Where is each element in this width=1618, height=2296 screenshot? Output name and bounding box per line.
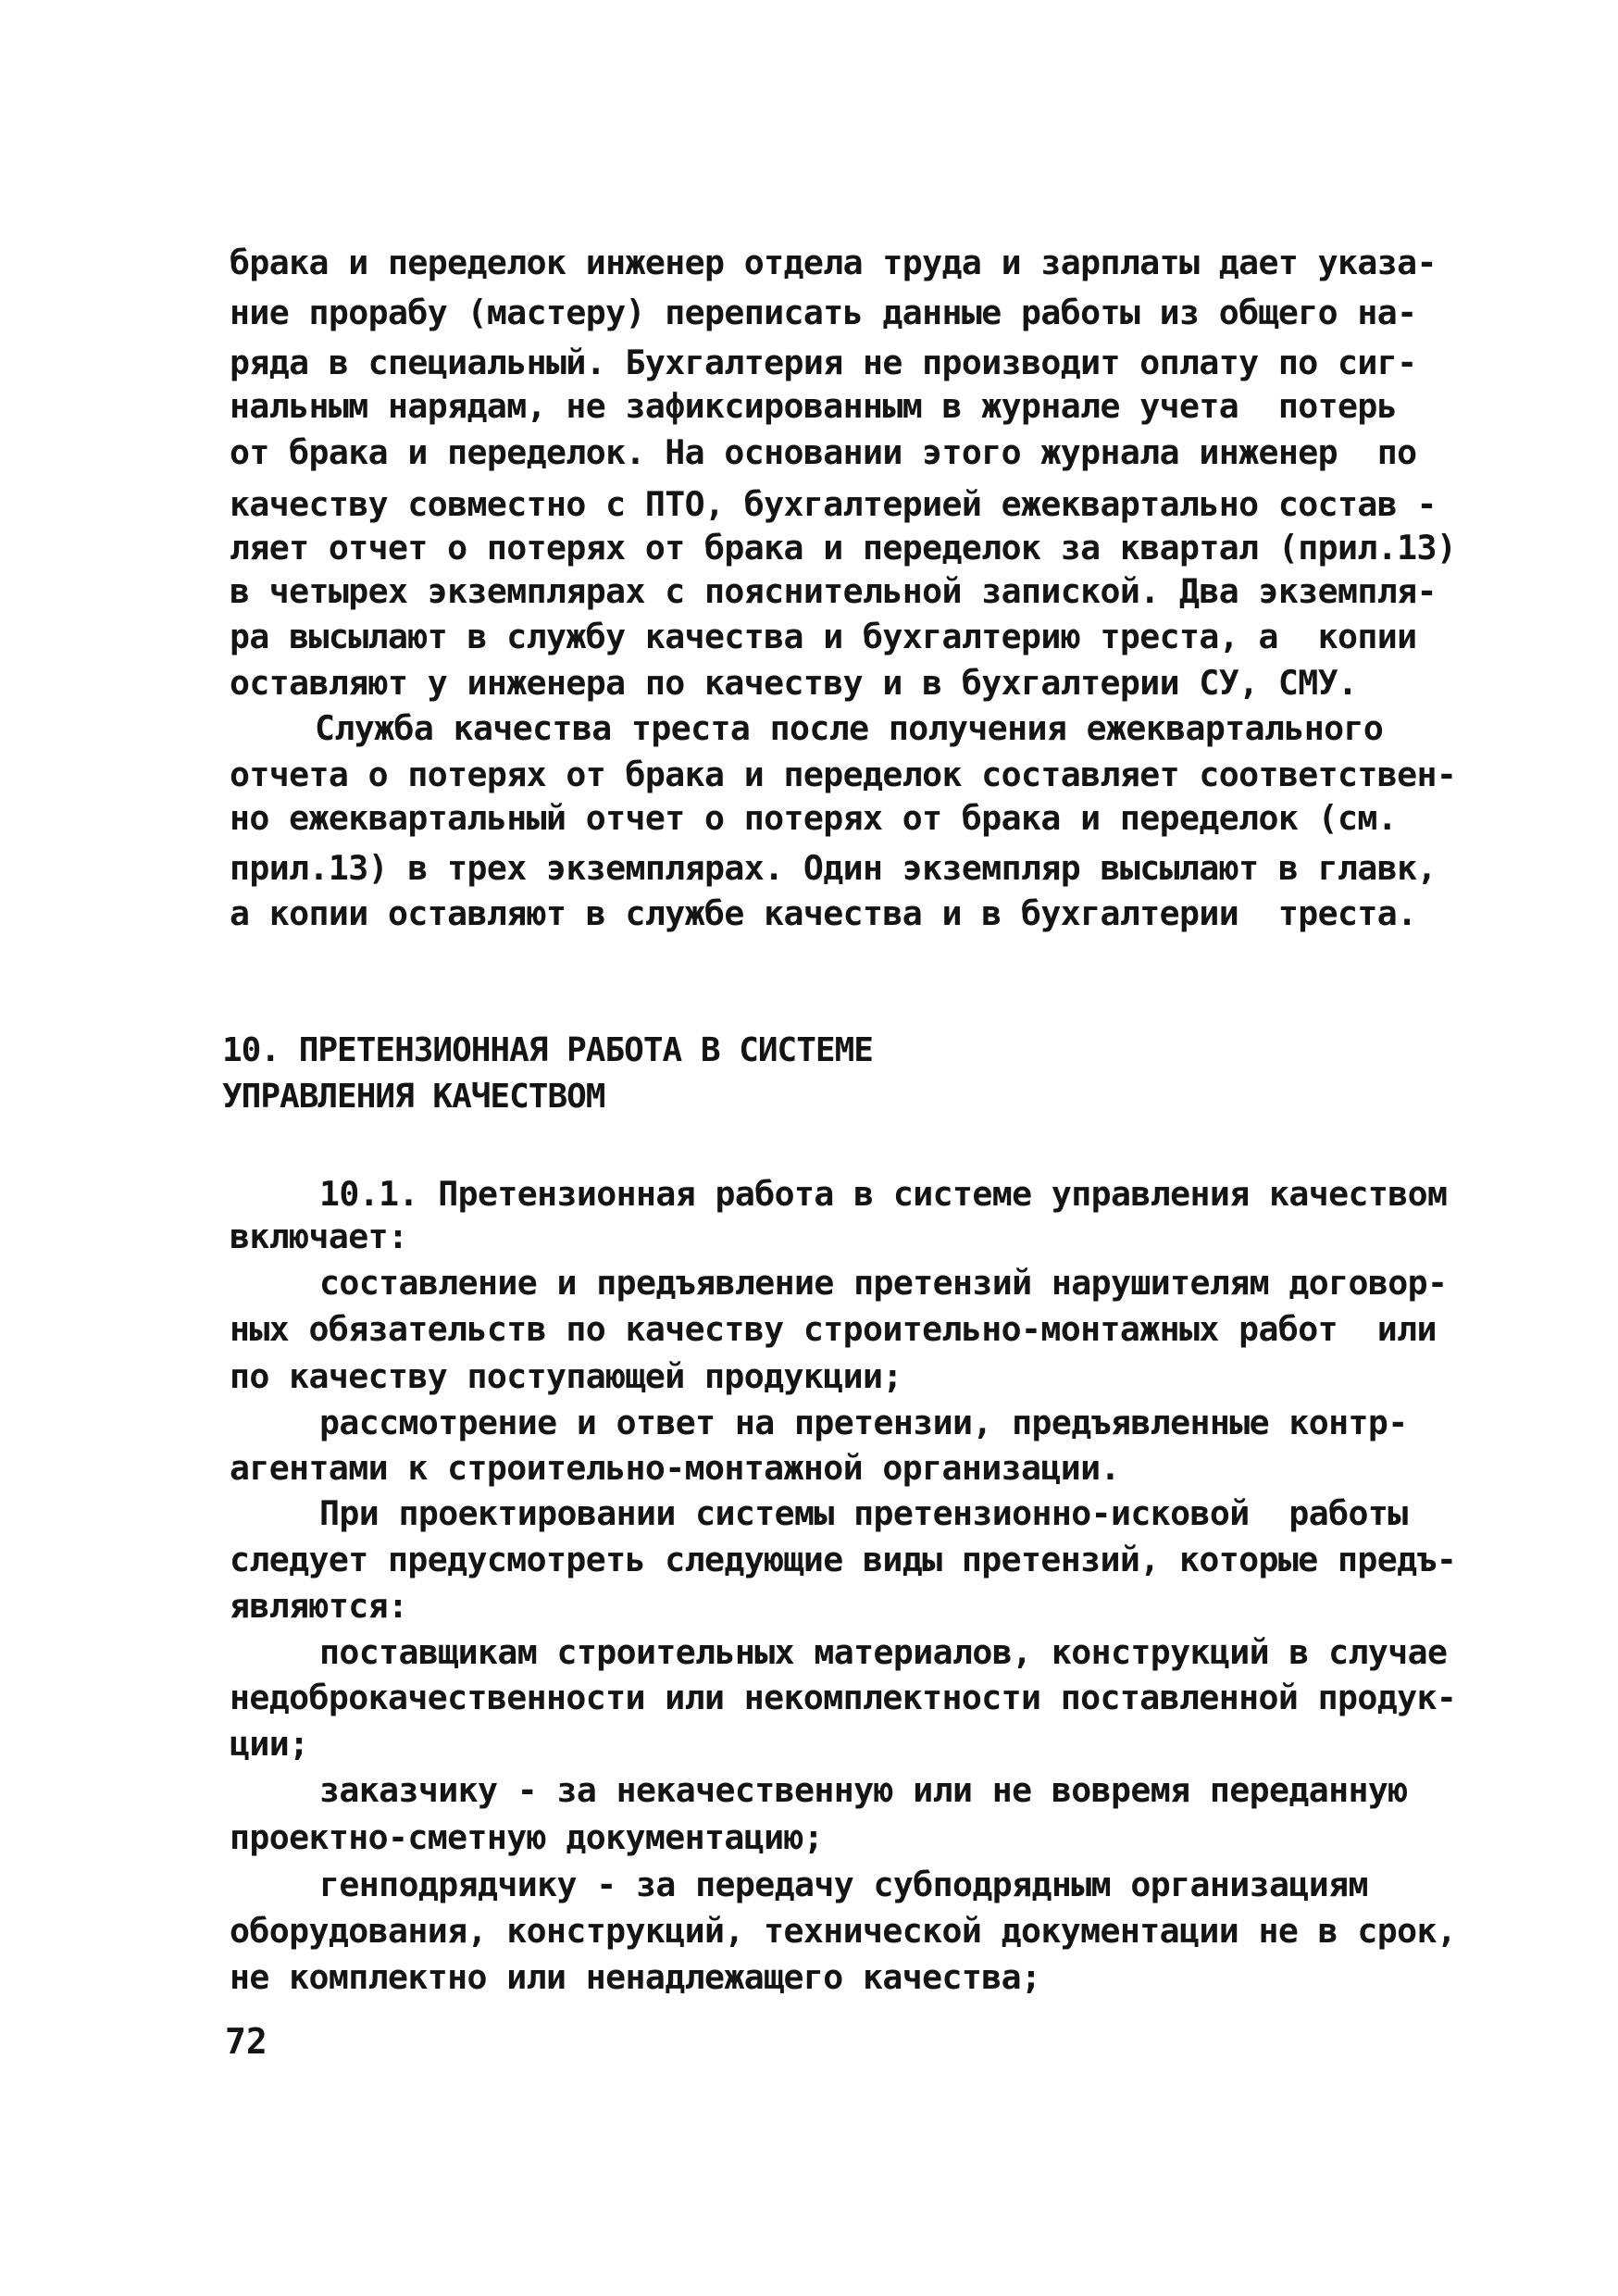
list-item-line: заказчику - за некачественную или не вовремя переданную — [319, 1770, 1408, 1810]
text-line: ляет отчет о потерях от брака и переделок за квартал (прил.13) — [230, 528, 1457, 568]
text-line: но ежеквартальный отчет о потерях от брака и переделок (см. — [230, 798, 1398, 838]
text-line: отчета о потерях от брака и переделок составляет соответствен- — [230, 755, 1457, 794]
list-item-line: агентами к строительно-монтажной организации. — [230, 1448, 1120, 1488]
list-item-line: оборудования, конструкций, технической документации не в срок, — [230, 1911, 1457, 1951]
text-line: являются: — [230, 1586, 408, 1626]
text-line: оставляют у инженера по качеству и в бухгалтерии СУ, СМУ. — [230, 663, 1358, 703]
page-number: 72 — [225, 2021, 268, 2062]
section-heading: 10. ПРЕТЕНЗИОННАЯ РАБОТА В СИСТЕМЕ — [222, 1031, 873, 1069]
list-item-line: проектно-сметную документацию; — [230, 1817, 824, 1857]
text-line: Служба качества треста после получения ежеквартального — [315, 708, 1384, 748]
section-heading: УПРАВЛЕНИЯ КАЧЕСТВОМ — [222, 1078, 605, 1116]
list-item-line: составление и предъявление претензий нарушителям договор- — [319, 1263, 1448, 1303]
text-line: нальным нарядам, не зафиксированным в журнале учета потерь — [230, 386, 1398, 426]
text-line: ние прорабу (мастеру) переписать данные работы из общего на- — [230, 293, 1417, 332]
list-item-line: генподрядчику - за передачу субподрядным организациям — [319, 1865, 1368, 1904]
text-line: следует предусмотреть следующие виды претензий, которые предъ- — [230, 1540, 1457, 1579]
list-item-line: ции; — [230, 1724, 309, 1764]
text-line: от брака и переделок. На основании этого журнала инженер по — [230, 432, 1417, 472]
clause-line: включает: — [230, 1217, 408, 1256]
list-item-line: рассмотрение и ответ на претензии, предъявленные контр- — [319, 1403, 1408, 1442]
list-item-line: недоброкачественности или некомплектности поставленной продук- — [230, 1678, 1457, 1717]
text-line: ра высылают в службу качества и бухгалтерию треста, а копии — [230, 617, 1417, 656]
text-line: прил.13) в трех экземплярах. Один экземпляр высылают в главк, — [230, 848, 1437, 888]
text-line: качеству совместно с ПТО, бухгалтерией ежеквартально состав - — [230, 484, 1437, 524]
text-line: а копии оставляют в службе качества и в бухгалтерии треста. — [230, 893, 1417, 933]
text-line: ряда в специальный. Бухгалтерия не производит оплату по сиг- — [230, 343, 1417, 382]
list-item-line: не комплектно или ненадлежащего качества; — [230, 1957, 1041, 1997]
text-line: брака и переделок инженер отдела труда и зарплаты дает указа- — [230, 243, 1437, 282]
text-line: в четырех экземплярах с пояснительной запиской. Два экземпля- — [230, 571, 1437, 611]
list-item-line: поставщикам строительных материалов, конструкций в случае — [319, 1632, 1448, 1672]
list-item-line: по качеству поступающей продукции; — [230, 1356, 902, 1396]
clause-line: 10.1. Претензионная работа в системе управления качеством — [319, 1174, 1448, 1214]
text-line: При проектировании системы претензионно-исковой работы — [319, 1493, 1408, 1533]
list-item-line: ных обязательств по качеству строительно-монтажных работ или — [230, 1309, 1437, 1349]
